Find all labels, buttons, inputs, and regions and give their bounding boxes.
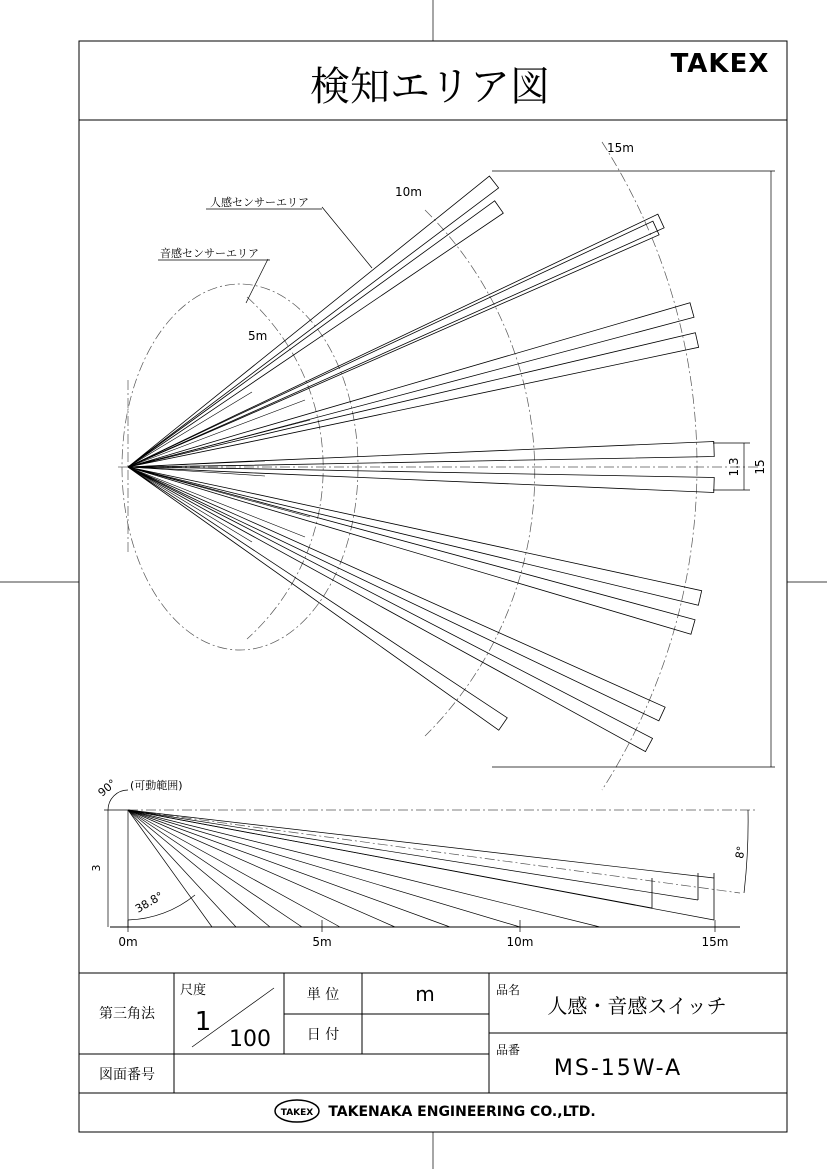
scale-denominator: 100: [229, 1027, 271, 1052]
top-view: [118, 142, 775, 790]
side-beam: [128, 810, 302, 927]
svg-text:TAKEX: TAKEX: [280, 1108, 314, 1118]
detection-beam: [128, 467, 695, 634]
product-name-label: 品名: [496, 983, 521, 997]
dim-gap: 1.3: [727, 457, 741, 477]
label-height: 3: [90, 864, 103, 872]
near-beam: [128, 392, 252, 467]
projection-method: 第三角法: [99, 1006, 155, 1022]
detection-beam: [128, 333, 699, 467]
label-angle-8: 8°: [733, 845, 749, 860]
product-name: 人感・音感スイッチ: [547, 994, 727, 1018]
part-no: MS-15W-A: [553, 1056, 683, 1081]
drawing-no-label: 図面番号: [99, 1067, 155, 1083]
side-view: [104, 790, 755, 932]
detection-zones: [128, 176, 714, 752]
near-beam: [128, 400, 305, 467]
label-10m: 10m: [395, 185, 422, 199]
label-5m: 5m: [248, 329, 268, 343]
side-beams: [128, 810, 714, 927]
side-beam: [128, 810, 698, 900]
side-beam: [128, 810, 340, 927]
label-x0: 0m: [118, 935, 138, 949]
unit-label: 単 位: [306, 987, 340, 1003]
dim-total: 15: [753, 459, 767, 475]
near-beam: [128, 467, 252, 542]
label-15m: 15m: [607, 141, 634, 155]
label-human-area: 人感センサーエリア: [210, 196, 309, 209]
side-beam: [128, 810, 520, 927]
unit-value: m: [415, 982, 435, 1006]
side-beam: [128, 810, 714, 920]
detection-beam: [128, 467, 507, 730]
scale-label: 尺度: [180, 983, 207, 998]
label-angle-90: 90°: [95, 776, 119, 800]
side-beam: [128, 810, 450, 927]
side-beam: [128, 810, 714, 878]
date-label: 日 付: [306, 1027, 340, 1043]
detection-beam: [128, 467, 665, 721]
side-beam: [128, 810, 395, 927]
takex-logo: TAKEX: [670, 49, 770, 79]
label-sound-area: 音感センサーエリア: [160, 247, 259, 260]
company-logo: [275, 1100, 319, 1122]
sheet-title: 検知エリア図: [310, 64, 550, 110]
detection-beam: [128, 201, 503, 467]
scale-numerator: 1: [194, 1007, 212, 1037]
near-beam: [128, 467, 305, 537]
label-x5: 5m: [312, 935, 332, 949]
detection-beam: [128, 467, 653, 752]
part-no-label: 品番: [496, 1043, 521, 1057]
company-name: TAKENAKA ENGINEERING CO.,LTD.: [328, 1104, 596, 1120]
label-x15: 15m: [701, 935, 729, 949]
label-range-note: (可動範囲): [130, 779, 183, 792]
label-x10: 10m: [506, 935, 534, 949]
detection-beam: [128, 467, 702, 605]
label-angle-38: 38.8°: [133, 889, 166, 916]
detection-beam: [128, 176, 499, 467]
detection-beam: [128, 303, 694, 467]
